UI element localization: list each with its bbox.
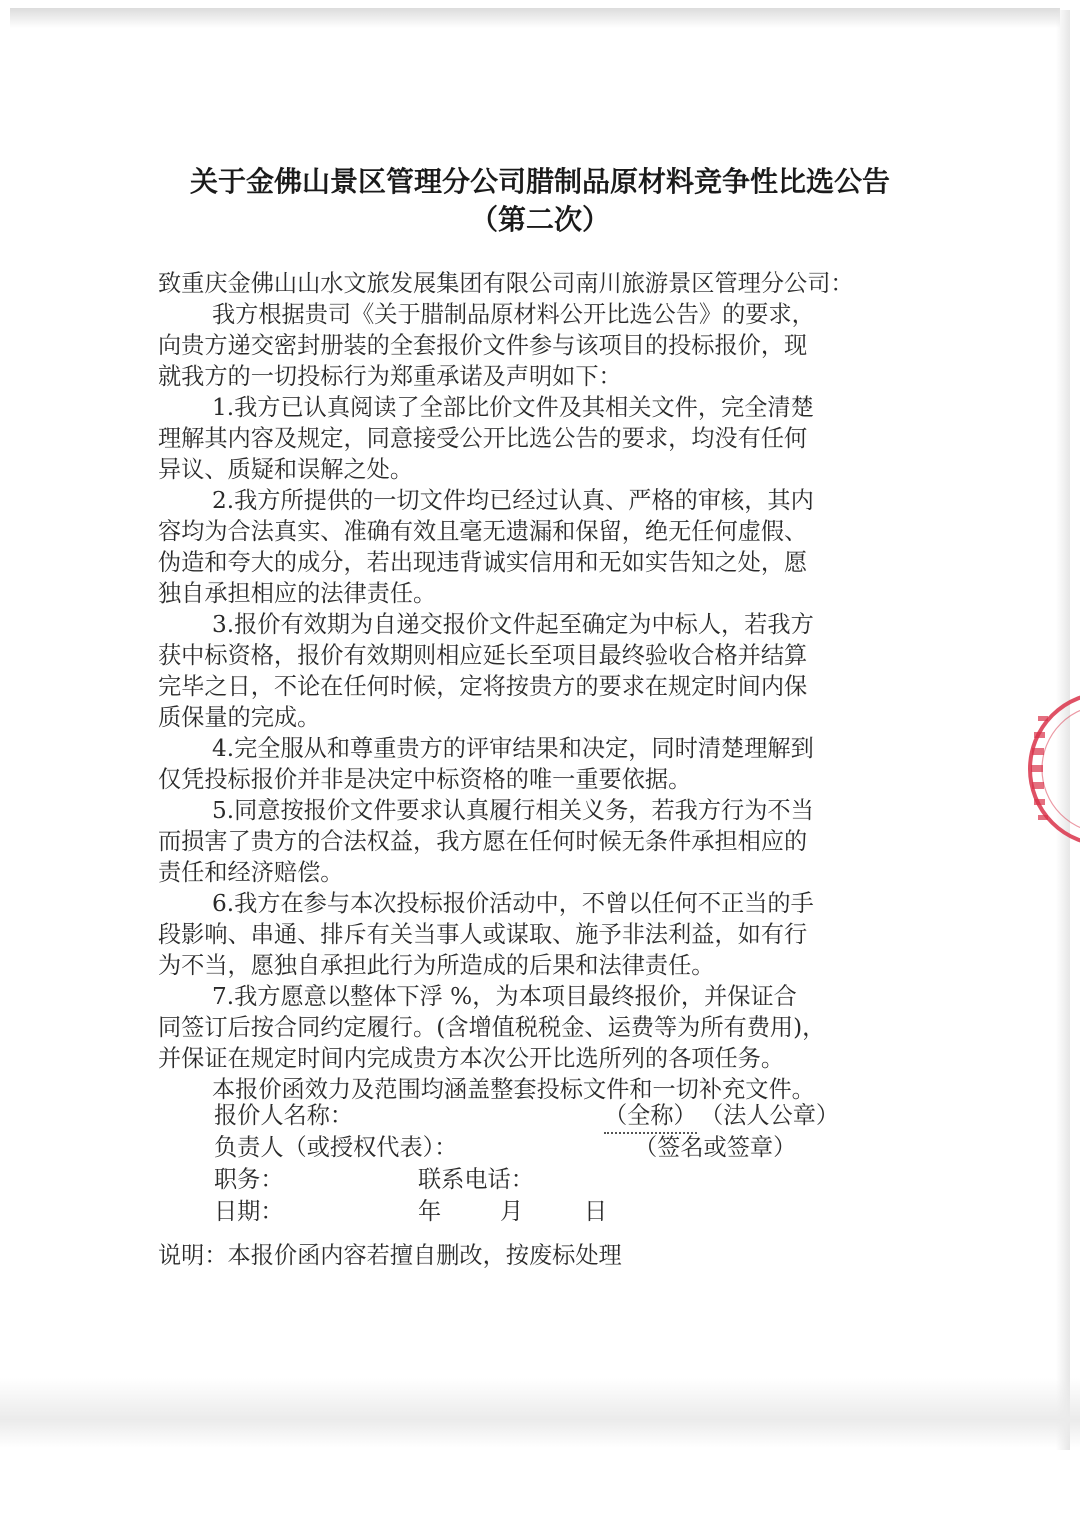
body-line: 责任和经济赔偿。 <box>158 859 344 886</box>
scan-edge-bottom <box>0 1378 1080 1448</box>
body-line: 3.报价有效期为自递交报价文件起至确定为中标人，若我方 <box>212 611 814 638</box>
body-line: 6.我方在参与本次投标报价活动中，不曾以任何不正当的手 <box>212 890 814 917</box>
letter-body <box>158 268 918 1105</box>
month-label: 月 <box>500 1198 524 1225</box>
document-title: 关于金佛山景区管理分公司腊制品原材料竞争性比选公告 <box>189 165 890 198</box>
body-line: 我方根据贵司《关于腊制品原材料公开比选公告》的要求， <box>212 301 815 328</box>
footnote: 说明：本报价函内容若擅自删改，按废标处理 <box>158 1242 622 1269</box>
body-line: 为不当，愿独自承担此行为所造成的后果和法律责任。 <box>158 952 715 979</box>
body-line: 理解其内容及规定，同意接受公开比选公告的要求，均没有任何 <box>158 425 808 452</box>
body-line: 异议、质疑和误解之处。 <box>158 456 414 483</box>
body-line: 段影响、串通、排斥有关当事人或谋取、施予非法利益，如有行 <box>158 921 808 948</box>
body-line: 向贵方递交密封册装的全套报价文件参与该项目的投标报价，现 <box>158 332 808 359</box>
date-row <box>0 1196 1080 1228</box>
body-line: 而损害了贵方的合法权益，我方愿在任何时候无条件承担相应的 <box>158 828 808 855</box>
body-line: 4.完全服从和尊重贵方的评审结果和决定，同时清楚理解到 <box>212 735 814 762</box>
bidder-name-label: 报价人名称： <box>214 1102 354 1129</box>
phone-label: 联系电话： <box>418 1166 534 1193</box>
body-line: 2.我方所提供的一切文件均已经过认真、严格的审核，其内 <box>212 487 814 514</box>
position-label: 职务： <box>214 1166 284 1193</box>
year-label: 年 <box>418 1198 442 1225</box>
body-line: 独自承担相应的法律责任。 <box>158 580 437 607</box>
bidder-full-name-hint: （全称） <box>604 1100 697 1134</box>
body-line: 仅凭投标报价并非是决定中标资格的唯一重要依据。 <box>158 766 692 793</box>
body-line: 5.同意按报价文件要求认真履行相关义务，若我方行为不当 <box>212 797 814 824</box>
body-line: 完毕之日，不论在任何时候，定将按贵方的要求在规定时间内保 <box>158 673 808 700</box>
body-line: 并保证在规定时间内完成贵方本次公开比选所列的各项任务。 <box>158 1045 785 1072</box>
red-seal-stamp <box>1018 688 1080 850</box>
bidder-seal-hint: （法人公章） <box>700 1102 840 1129</box>
body-line: 获中标资格，报价有效期则相应延长至项目最终验收合格并结算 <box>158 642 808 669</box>
body-line: 就我方的一切投标行为郑重承诺及声明如下： <box>158 363 622 390</box>
body-line: 7.我方愿意以整体下浮 %，为本项目最终报价，并保证合 <box>212 983 797 1010</box>
bidder-row <box>0 1100 1080 1132</box>
position-row <box>0 1164 1080 1196</box>
body-line: 质保量的完成。 <box>158 704 321 731</box>
scan-edge-top <box>10 8 1060 28</box>
body-line: 同签订后按合同约定履行。(含增值税税金、运费等为所有费用)， <box>158 1014 826 1041</box>
body-line: 1.我方已认真阅读了全部比价文件及其相关文件，完全清楚 <box>212 394 814 421</box>
body-line: 容均为合法真实、准确有效且毫无遗漏和保留，绝无任何虚假、 <box>158 518 808 545</box>
body-line: 本报价函效力及范围均涵盖整套投标文件和一切补充文件。 <box>212 1076 815 1103</box>
day-label: 日 <box>584 1198 608 1225</box>
representative-label: 负责人（或授权代表）： <box>214 1134 458 1161</box>
date-label: 日期： <box>214 1198 284 1225</box>
body-line: 伪造和夸大的成分，若出现违背诚实信用和无如实告知之处，愿 <box>158 549 808 576</box>
body-line: 致重庆金佛山山水文旅发展集团有限公司南川旅游景区管理分公司： <box>158 270 854 297</box>
signature-hint: （签名或签章） <box>634 1134 797 1161</box>
representative-row <box>0 1132 1080 1164</box>
signature-block <box>0 1100 1080 1228</box>
document-subtitle: （第二次） <box>469 203 610 236</box>
